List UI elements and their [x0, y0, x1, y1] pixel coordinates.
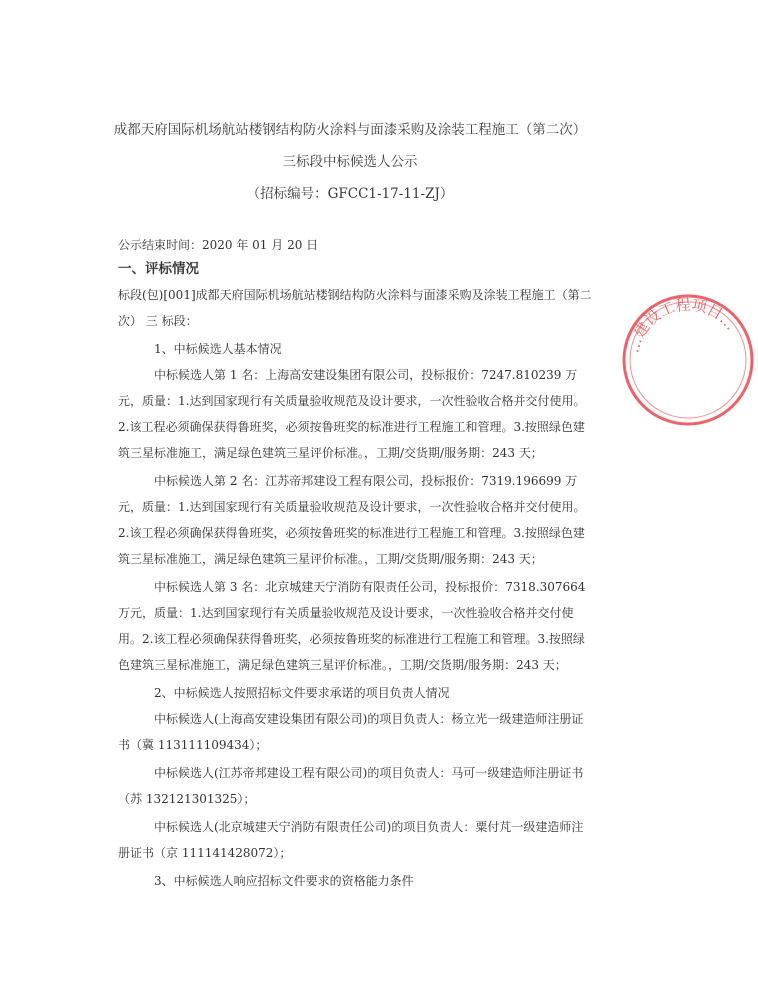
title-line-2: 三标段中标候选人公示 — [282, 154, 418, 170]
section-1-heading: 一、评标情况 — [118, 261, 199, 277]
end-time: 公示结束时间：2020 年 01 月 20 日 — [118, 238, 319, 252]
project-manager-2: 中标候选人(江苏帝邦建设工程有限公司)的项目负责人：马可一级建造师注册证书（苏 132121301325）； — [118, 766, 584, 806]
project-manager-1: 中标候选人(上海高安建设集团有限公司)的项目负责人：杨立光一级建造师注册证书（冀 113111109434）； — [118, 712, 584, 752]
subsection-2: 2、中标候选人按照招标文件要求承诺的项目负责人情况 — [154, 686, 450, 700]
tender-number: （招标编号：GFCC1-17-11-ZJ） — [246, 186, 454, 202]
svg-text:…建设工程项目…: …建设工程项目… — [624, 295, 740, 355]
title-line-1: 成都天府国际机场航站楼钢结构防火涂料与面漆采购及涂装工程施工（第二次） — [113, 122, 587, 138]
subsection-3: 3、中标候选人响应招标文件要求的资格能力条件 — [154, 874, 414, 888]
document-title — [0, 114, 700, 210]
lot-line: 标段(包)[001]成都天府国际机场航站楼钢结构防火涂料与面漆采购及涂装工程施工（第二次） 三 标段： — [118, 288, 592, 328]
candidate-1: 中标候选人第 1 名：上海高安建设集团有限公司，投标报价：7247.810239 万元，质量：1.达到国家现行有关质量验收规范及设计要求，一次性验收合格并交付使用。2.该工程必须确保获得鲁班奖，必须按鲁班奖的标准进行工程施工和管理。3.按照绿色建筑三星标准施工，满足绿色建筑三星评价标准。，工期/交货期/服务期：243 天； — [118, 368, 586, 460]
official-seal-stamp — [618, 290, 758, 430]
project-manager-3: 中标候选人(北京城建天宁消防有限责任公司)的项目负责人：粟付芃一级建造师注册证书（京 111141428072）； — [118, 820, 584, 860]
subsection-1: 1、中标候选人基本情况 — [154, 342, 282, 356]
candidate-3: 中标候选人第 3 名：北京城建天宁消防有限责任公司，投标报价：7318.307664 万元，质量：1.达到国家现行有关质量验收规范及设计要求，一次性验收合格并交付使用。2.该工程必须确保获得鲁班奖，必须按鲁班奖的标准进行工程施工和管理。3.按照绿色建筑三星标准施工，满足绿色建筑三星评价标准。，工期/交货期/服务期：243 天； — [118, 580, 586, 672]
candidate-2: 中标候选人第 2 名：江苏帝邦建设工程有限公司，投标报价：7319.196699 万元，质量：1.达到国家现行有关质量验收规范及设计要求，一次性验收合格并交付使用。2.该工程必须确保获得鲁班奖，必须按鲁班奖的标准进行工程施工和管理。3.按照绿色建筑三星标准施工，满足绿色建筑三星评价标准。，工期/交货期/服务期：243 天； — [118, 474, 586, 566]
